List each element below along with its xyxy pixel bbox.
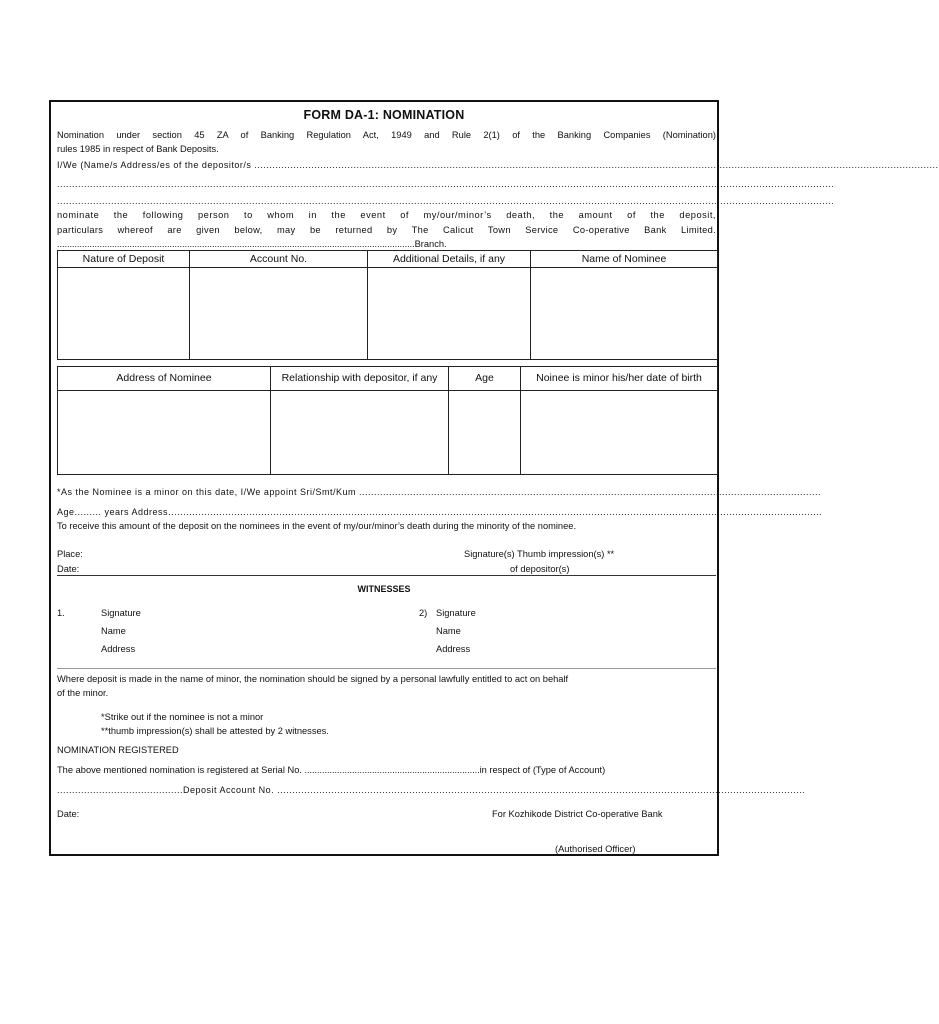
header-additional-details: Additional Details, if any (368, 251, 531, 268)
place-label: Place: (57, 549, 83, 559)
nominate-text-line2: particulars whereof are given below, may be returned by The Calicut Town Service Co-operative Bank Limited. (57, 225, 716, 235)
form-title: FORM DA-1: NOMINATION (303, 108, 465, 122)
authorised-officer-label: (Authorised Officer) (555, 844, 636, 854)
witness2-number: 2) (419, 608, 428, 618)
signature-divider (57, 575, 716, 576)
witness1-name-label: Name (101, 626, 126, 636)
cell-account-no[interactable] (190, 268, 368, 360)
header-name-of-nominee: Name of Nominee (531, 251, 718, 268)
age-label: Age (57, 507, 75, 517)
depositor-line-3[interactable]: ................................................................................................................................................................................................................................................................... (57, 196, 835, 206)
registered-line-start: The above mentioned nomination is registered at Serial No. (57, 765, 305, 775)
guardian-field[interactable]: *As the Nominee is a minor on this date, I/We appoint Sri/Smt/Kum .......................................................................................................................................................... (57, 487, 822, 497)
cell-nature-of-deposit[interactable] (58, 268, 190, 360)
strike-note: *Strike out if the nominee is not a minor (101, 712, 264, 722)
witness1-address-label: Address (101, 644, 136, 654)
deposit-table (57, 250, 718, 360)
cell-relationship[interactable] (271, 391, 449, 475)
minor-note-line2: of the minor. (57, 688, 109, 698)
depositor-label: I/We (Name/s Address/es of the depositor/s (57, 160, 255, 170)
thumb-note: **thumb impression(s) shall be attested by 2 witnesses. (101, 726, 329, 736)
header-nature-of-deposit: Nature of Deposit (58, 251, 190, 268)
header-account-no: Account No. (190, 251, 368, 268)
branch-field[interactable]: ...............................................................................................................................................Branch. (57, 239, 447, 249)
intro-text-line2: rules 1985 in respect of Bank Deposits. (57, 144, 219, 154)
signature-label: Signature(s) Thumb impression(s) ** (464, 549, 615, 559)
nominee-table (57, 366, 718, 475)
cell-minor-dob[interactable] (521, 391, 718, 475)
deposit-account-field[interactable]: ..........................................Deposit Account No. ................................................................................................................................................................................ (57, 785, 806, 795)
witnesses-title: WITNESSES (357, 584, 411, 594)
intro-text-line1: Nomination under section 45 ZA of Banking Regulation Act, 1949 and Rule 2(1) of the Banking Companies (Nomination) (57, 130, 716, 140)
minor-note-line1: Where deposit is made in the name of minor, the nomination should be signed by a personal lawfully entitled to act on behalf (57, 674, 569, 684)
witness1-number: 1. (57, 608, 65, 618)
date-label: Date: (57, 564, 80, 574)
cell-name-of-nominee[interactable] (531, 268, 718, 360)
nominate-text-line1: nominate the following person to whom in the event of my/our/minor’s death, the amount of the deposit, (57, 210, 716, 220)
bank-label: For Kozhikode District Co-operative Bank (492, 809, 663, 819)
nomination-form (49, 100, 939, 856)
witness2-signature-label: Signature (436, 608, 476, 618)
cell-additional-details[interactable] (368, 268, 531, 360)
witness2-name-label: Name (436, 626, 461, 636)
registered-title: NOMINATION REGISTERED (57, 745, 179, 755)
cell-age[interactable] (449, 391, 521, 475)
footer-date-label: Date: (57, 809, 80, 819)
guardian-age-address-field[interactable]: Age......... years Address.......................................................................................................................................................................................................................... (57, 507, 823, 517)
depositor-field[interactable]: I/We (Name/s Address/es of the depositor/s .................................................................................................................................................................................................................................... (57, 160, 939, 170)
depositor-line-2[interactable]: ................................................................................................................................................................................................................................................................... (57, 179, 835, 189)
deposit-account-label: Deposit Account No. (183, 785, 278, 795)
cell-address-of-nominee[interactable] (58, 391, 271, 475)
header-address-of-nominee: Address of Nominee (58, 367, 271, 391)
header-relationship: Relationship with depositor, if any (271, 367, 449, 391)
registered-serial-field[interactable]: The above mentioned nomination is registered at Serial No. ......................................................................in respect of (Type of Account) (57, 765, 606, 775)
years-address-label: years Address (101, 507, 169, 517)
witness-divider (57, 668, 716, 669)
header-age: Age (449, 367, 521, 391)
witness2-address-label: Address (436, 644, 471, 654)
signature-label-sub: of depositor(s) (510, 564, 570, 574)
minor-guardian-text: *As the Nominee is a minor on this date, I/We appoint Sri/Smt/Kum (57, 487, 356, 497)
registered-line-end: in respect of (Type of Account) (479, 765, 606, 775)
witness1-signature-label: Signature (101, 608, 141, 618)
branch-label: Branch. (414, 239, 447, 249)
receive-text: To receive this amount of the deposit on the nominees in the event of my/our/minor’s death during the minority of the nominee. (57, 521, 577, 531)
header-minor-dob: Noinee is minor his/her date of birth (521, 367, 718, 391)
